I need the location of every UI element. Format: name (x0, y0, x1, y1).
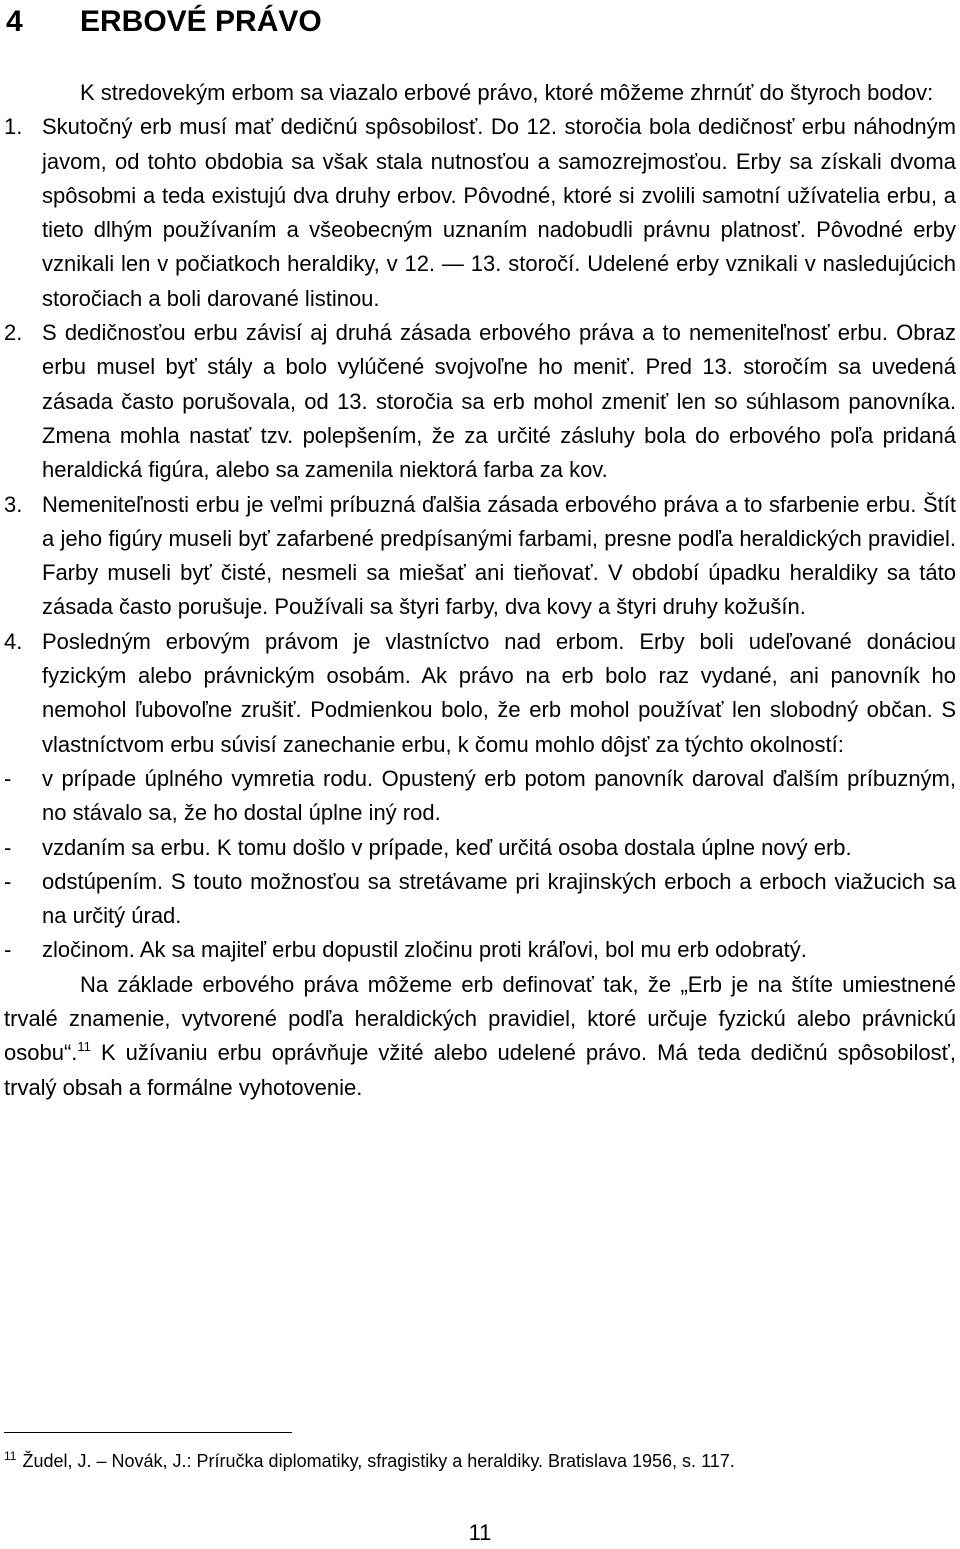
dash-item-text: v prípade úplného vymretia rodu. Opustený erb potom panovník daroval ďalším príbuzným, no stávalo sa, že ho dostal úplne iný rod. (42, 765, 956, 826)
list-item (4, 488, 956, 625)
list-item-text: Posledným erbovým právom je vlastníctvo nad erbom. Erby boli udeľované donáciou fyzickým alebo právnickým osobám. Ak právo na erb bolo raz vydané, ani panovník ho nemohol ľubovoľne zrušiť. Podmienkou bolo, že erb mohol používať len slobodný občan. S vlastníctvom erbu súvisí zanechanie erbu, k čomu mohlo dôjsť za týchto okolností: (42, 628, 956, 757)
list-marker: 3. (4, 491, 23, 517)
closing-text-before: Na základe erbového práva môžeme erb definovať tak, že „Erb je na štíte umiestnené trvalé znamenie, vytvorené podľa heraldických pravidiel, ktoré určuje fyzickú alebo právnickú osobu“. (4, 971, 956, 1066)
closing-paragraph (4, 968, 956, 1105)
footnote-divider (4, 1432, 292, 1433)
dash-marker: - (4, 834, 12, 860)
dash-item (4, 831, 956, 865)
list-item-text: Nemeniteľnosti erbu je veľmi príbuzná ďalšia zásada erbového práva a to sfarbenie erbu. Štít a jeho figúry museli byť zafarbené predpísanými farbami, presne podľa heraldických pravidiel. Farby museli byť čisté, nesmeli sa miešať ani tieňovať. V období úpadku heraldiky sa táto zásada často porušuje. Používali sa štyri farby, dva kovy a štyri druhy kožušín. (42, 491, 956, 620)
closing-text-after: K užívaniu erbu oprávňuje vžité alebo udelené právo. Má teda dedičnú spôsobilosť, trvalý obsah a formálne vyhotovenie. (4, 1040, 956, 1100)
chapter-title: ERBOVÉ PRÁVO (80, 5, 322, 38)
dash-item (4, 762, 956, 831)
dash-item-text: zločinom. Ak sa majiteľ erbu dopustil zločinu proti kráľovi, bol mu erb odobratý. (42, 937, 807, 963)
list-item-text: Skutočný erb musí mať dedičnú spôsobilosť. Do 12. storočia bola dedičnosť erbu náhodným javom, od tohto obdobia sa však stala nutnosťou a samozrejmosťou. Erby sa získali dvoma spôsobmi a teda existujú dva druhy erbov. Pôvodné, ktoré si zvolili samotní užívatelia erbu, a tieto dlhým používaním a všeobecným uznaním nadobudli právnu platnosť. Pôvodné erby vznikali len v počiatkoch heraldiky, v 12. — 13. storočí. Udelené erby vznikali v nasledujúcich storočiach a boli darované listinou. (42, 114, 956, 311)
intro-paragraph: K stredovekým erbom sa viazalo erbové právo, ktoré môžeme zhrnúť do štyroch bodov: (80, 80, 934, 105)
dash-marker: - (4, 937, 12, 963)
dash-item-text: vzdaním sa erbu. K tomu došlo v prípade, keď určitá osoba dostala úplne nový erb. (42, 834, 852, 860)
dash-item-text: odstúpením. S touto možnosťou sa stretávame pri krajinských erboch a erboch viažucich sa na určitý úrad. (42, 868, 956, 929)
list-item (4, 625, 956, 762)
dash-marker: - (4, 765, 12, 791)
dash-list (4, 762, 956, 968)
page-number: 11 (468, 1520, 492, 1545)
list-item-text: S dedičnosťou erbu závisí aj druhá zásada erbového práva a to nemeniteľnosť erbu. Obraz erbu musel byť stály a bolo vylúčené svojvoľne ho meniť. Pred 13. storočím sa uvedená zásada často porušovala, od 13. storočia sa erb mohol zmeniť len so súhlasom panovníka. Zmena mohla nastať tzv. polepšením, že za určité zásluhy bola do erbového poľa pridaná heraldická figúra, alebo sa zamenila niektorá farba za kov. (42, 320, 956, 483)
list-marker: 4. (4, 628, 23, 654)
footnote-text: Žudel, J. – Novák, J.: Príručka diplomatiky, sfragistiky a heraldiky. Bratislava 1956, s. 117. (22, 1451, 735, 1471)
footnote-number: 11 (4, 1449, 17, 1463)
footnote (4, 1442, 956, 1475)
dash-marker: - (4, 868, 12, 894)
chapter-number: 4 (6, 5, 23, 38)
list-marker: 1. (4, 114, 23, 140)
numbered-list (4, 110, 956, 762)
chapter-heading (6, 2, 322, 42)
list-marker: 2. (4, 320, 23, 346)
footnote-reference[interactable]: 11 (77, 1039, 91, 1055)
list-item (4, 316, 956, 487)
list-item (4, 110, 956, 316)
dash-item (4, 865, 956, 934)
dash-item (4, 933, 956, 967)
document-body (4, 76, 956, 1105)
